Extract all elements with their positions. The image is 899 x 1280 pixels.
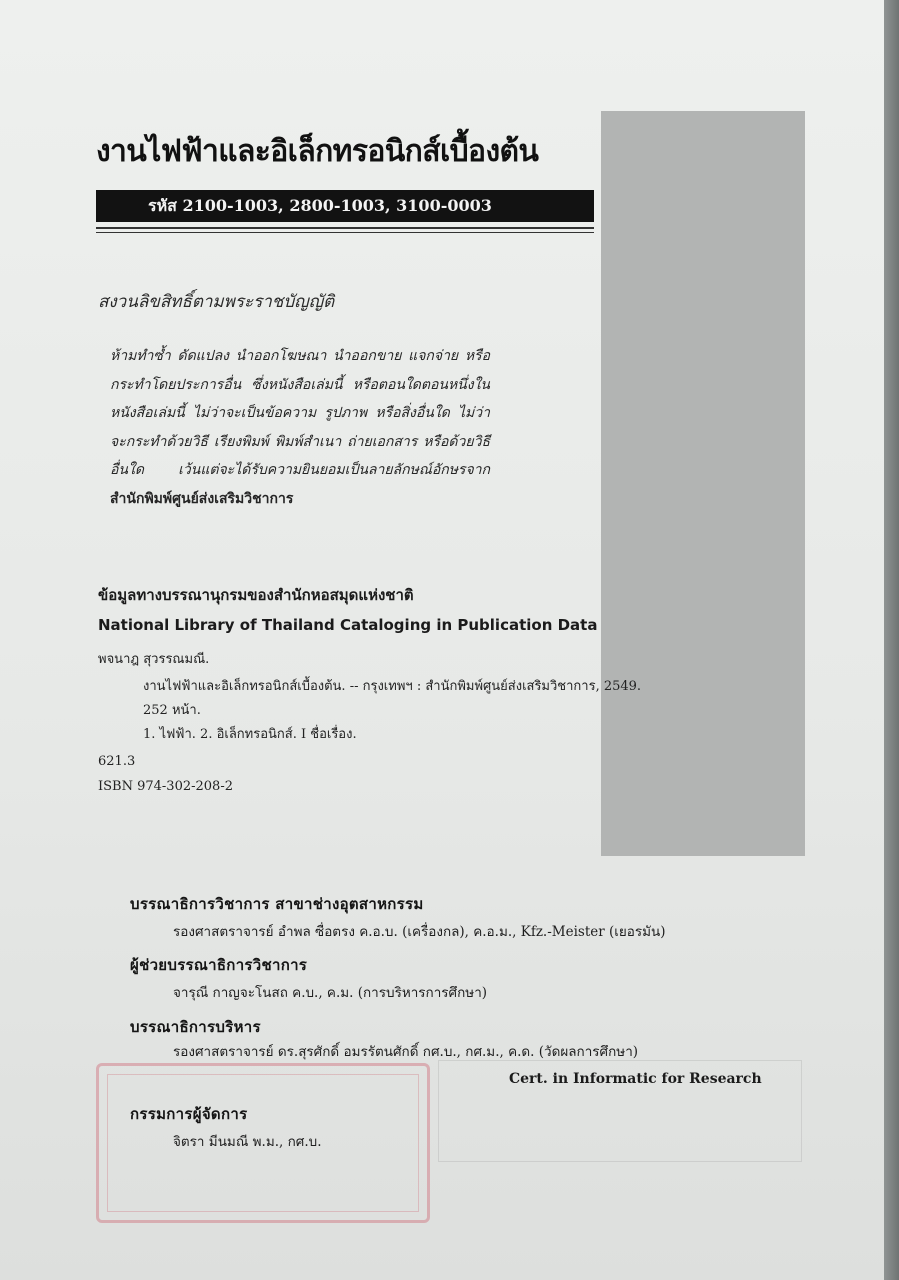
copyright-notice <box>110 342 490 514</box>
credit-role-managing-director: กรรมการผู้จัดการ <box>130 1105 248 1123</box>
credit-person-managing-director: จิตรา มีนมณี พ.ม., กศ.บ. <box>173 1134 322 1150</box>
copyright-publisher: สำนักพิมพ์ศูนย์ส่งเสริมวิชาการ <box>110 490 294 507</box>
book-title: งานไฟฟ้าและอิเล็กทรอนิกส์เบื้องต้น <box>96 134 539 169</box>
cip-title-line: งานไฟฟ้าและอิเล็กทรอนิกส์เบื้องต้น. -- กรุงเทพฯ : สำนักพิมพ์ศูนย์ส่งเสริมวิชาการ, 2549. <box>143 679 642 694</box>
title-rule-thin <box>96 232 594 233</box>
credit-person-assistant-editor: จารุณี กาญจะโนสถ ค.บ., ค.ม. (การบริหารการศึกษา) <box>173 985 488 1001</box>
credit-role-academic-editor: บรรณาธิการวิชาการ สาขาช่างอุตสาหกรรม <box>130 895 424 913</box>
grey-panel <box>601 111 805 856</box>
cip-classification: 621.3 <box>98 754 136 769</box>
credit-role-assistant-editor: ผู้ช่วยบรรณาธิการวิชาการ <box>130 956 308 974</box>
credit-person-executive-editor: รองศาสตราจารย์ ดร.สุรศักดิ์ อมรรัตนศักดิ์ กศ.บ., กศ.ม., ค.ด. (วัดผลการศึกษา) <box>173 1044 639 1060</box>
cip-subjects: 1. ไฟฟ้า. 2. อิเล็กทรอนิกส์. I ชื่อเรื่อง. <box>143 727 357 742</box>
credit-role-executive-editor: บรรณาธิการบริหาร <box>130 1018 261 1036</box>
course-code-bar: รหัส 2100-1003, 2800-1003, 3100-0003 <box>96 190 594 222</box>
cip-pages: 252 หน้า. <box>143 703 201 718</box>
cip-heading-thai: ข้อมูลทางบรรณานุกรมของสำนักหอสมุดแห่งชาติ <box>98 586 414 604</box>
copyright-text: ห้ามทำซ้ำ ดัดแปลง นำออกโฆษณา นำออกขาย แจกจ่าย หรือกระทำโดยประการอื่น ซึ่งหนังสือเล่มนี้ หรือตอนใดตอนหนึ่งในหนังสือเล่มนี้ ไม่ว่าจะเป็นข้อความ รูปภาพ หรือสิ่งอื่นใด ไม่ว่าจะกระทำด้วยวิธี เรียงพิมพ์ พิมพ์สำเนา ถ่ายเอกสาร หรือด้วยวิธีอื่นใด เว้นแต่จะได้รับความยินยอมเป็นลายลักษณ์อักษรจาก <box>110 348 490 479</box>
credit-person-academic-editor: รองศาสตราจารย์ อำพล ซื่อตรง ค.อ.บ. (เครื่องกล), ค.อ.ม., Kfz.-Meister (เยอรมัน) <box>173 924 666 940</box>
cip-heading-english: National Library of Thailand Cataloging in Publication Data <box>98 616 598 634</box>
cip-author: พจนาฎ สุวรรณมณี. <box>98 652 210 667</box>
copyright-heading: สงวนลิขสิทธิ์ตามพระราชบัญญัติ <box>98 292 335 312</box>
credit-certificate-note: Cert. in Informatic for Research <box>509 1071 762 1087</box>
page-edge <box>884 0 899 1280</box>
cip-isbn: ISBN 974-302-208-2 <box>98 779 233 794</box>
title-rule <box>96 227 594 229</box>
